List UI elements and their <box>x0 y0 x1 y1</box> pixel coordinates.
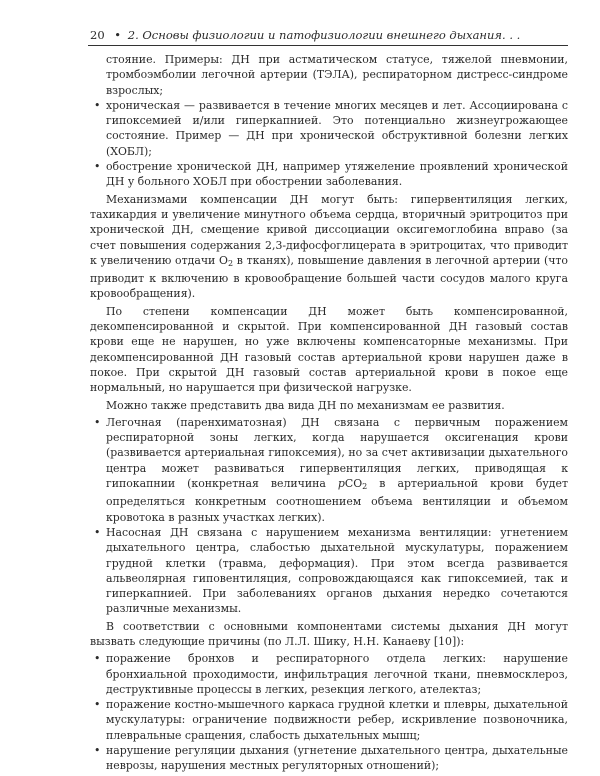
item-text: Легочная (паренхиматозная) ДН связана с первичным поражением респираторной зоны легких, когда нарушается оксигенация крови (развивается артериальная гипоксемия), но за счет активизации дыхательного центра может развиваться гипервентиляция легких, приводящая к гипокапнии (конкретная величина <box>106 415 568 491</box>
page-number: 20 <box>90 28 105 42</box>
running-title: 2. Основы физиологии и патофизиологии внешнего дыхания. . . <box>127 28 521 42</box>
dn-causes-list <box>90 651 568 773</box>
paragraph-types-intro: Можно также представить два вида ДН по механизмам ее развития. <box>106 398 505 412</box>
paragraph-compensation-degree: По степени компенсации ДН может быть компенсированной, декомпенсированной и скрытой. При компенсированной ДН газовый состав крови еще не нарушен, но уже включены компенсаторные механизмы. При декомпенсированной ДН газовый состав артериальной крови нарушен даже в покое. При скрытой ДН газовый состав артериальной крови в покое еще нормальный, но нарушается при физической нагрузке. <box>90 304 568 395</box>
header-bullet: • <box>114 28 122 42</box>
pco2-p: p <box>337 477 345 491</box>
list-item-pump-dn: • Насосная ДН связана с нарушением механизма вентиляции: угнетением дыхательного центра, слабостью дыхательной мускулатуры, поражением грудной клетки (травма, деформация). При этом всегда развивается альвеолярная гиповентиляция, сопровождающаяся как гипоксемией, так и гиперкапнией. При заболеваниях органов дыхания нередко сочетаются различные механизмы. <box>90 525 568 617</box>
paragraph-text: в тканях), повышение давления в легочной артерии (что приводит к включению в кровообращение большей части сосудов малого круга кровообращения). <box>90 253 568 301</box>
list-item: • обострение хронической ДН, например утяжеление проявлений хронической ДН у больного ХОБЛ при обострении заболевания. <box>90 159 568 190</box>
item-text: в артериальной крови будет определяться конкретным соотношением объема вентиляции и объемом кровотока в разных участках легких). <box>106 477 568 524</box>
pco2-co: CO <box>344 477 363 491</box>
dn-types-list <box>90 415 568 617</box>
pco2-subscript: 2 <box>362 482 368 492</box>
paragraph-causes-intro: В соответствии с основными компонентами системы дыхания ДН могут вызвать следующие причины (по Л.Л. Шику, Н.Н. Канаеву [10]): <box>90 619 568 648</box>
paragraph-compensation-mechanisms <box>90 192 568 302</box>
dn-course-list <box>90 98 568 190</box>
list-item: • поражение бронхов и респираторного отдела легких: нарушение бронхиальной проходимости, инфильтрация легочной ткани, пневмосклероз, деструктивные процессы в легких, резекция легкого, ателектаз; <box>90 651 568 697</box>
running-header <box>90 28 568 42</box>
list-item: • хроническая — развивается в течение многих месяцев и лет. Ассоциирована с гипоксемией и/или гиперкапнией. Это потенциально жизнеугрожающее состояние. Пример — ДН при хронической обструктивной болезни легких (ХОБЛ); <box>90 98 568 159</box>
paragraph-text: Механизмами компенсации ДН могут быть: гипервентиляция легких, тахикардия и увеличение минутного объема сердца, вторичный эритроцитоз при хронической ДН, смещение кривой диссоциации оксигемоглобина вправо (за счет повышения содержания 2,3-дифосфоглицерата в эритроцитах, что приводит к увеличению отдачи O <box>90 192 568 267</box>
o2-subscript: 2 <box>227 258 234 268</box>
header-rule <box>88 45 568 46</box>
list-item: • нарушение регуляции дыхания (угнетение дыхательного центра, дыхательные неврозы, нарушения местных регуляторных отношений); <box>90 743 568 774</box>
list-item-pulmonary-dn <box>90 415 568 525</box>
continued-list-text: стояние. Примеры: ДН при астматическом статусе, тяжелой пневмонии, тромбоэмболии легочной артерии (ТЭЛА), респираторном дистресс-синдроме взрослых; <box>106 53 568 97</box>
page-body <box>90 52 568 776</box>
list-item: • поражение костно-мышечного каркаса грудной клетки и плевры, дыхательной мускулатуры: ограничение подвижности ребер, искривление позвоночника, плевральные сращения, слабость дыхательных мышц; <box>90 697 568 743</box>
